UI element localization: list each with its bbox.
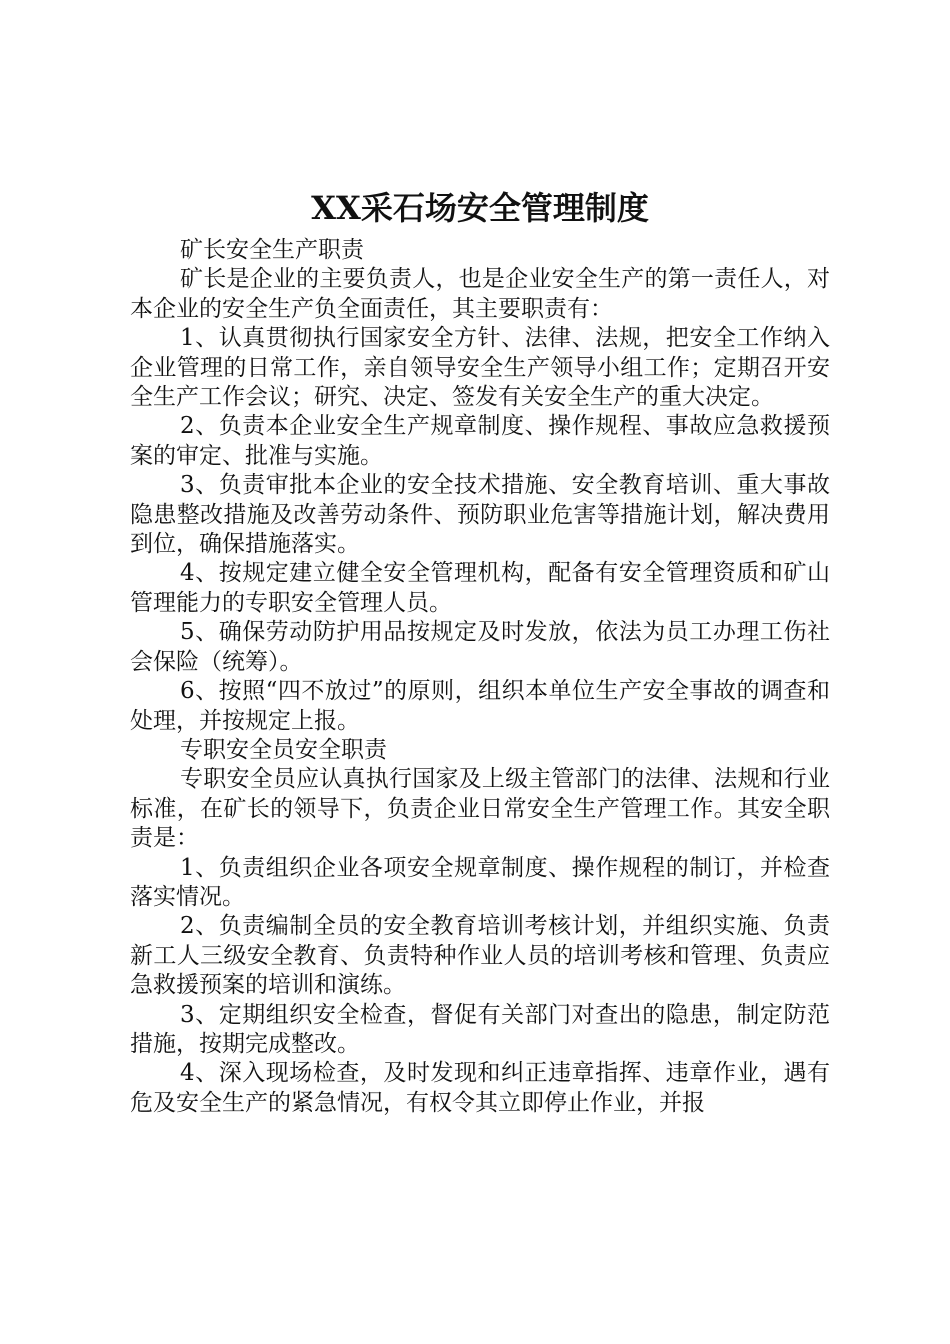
list-item-manager-5: 5、确保劳动防护用品按规定及时发放，依法为员工办理工伤社会保险（统筹）。 xyxy=(130,619,830,675)
document-page xyxy=(130,186,830,1118)
document-title: XX采石场安全管理制度 xyxy=(311,189,649,227)
list-item-officer-3: 3、定期组织安全检查，督促有关部门对查出的隐患，制定防范措施，按期完成整改。 xyxy=(130,1001,830,1057)
paragraph-officer-intro: 专职安全员应认真执行国家及上级主管部门的法律、法规和行业标准，在矿长的领导下，负责企业日常安全生产管理工作。其安全职责是： xyxy=(130,766,830,852)
list-item-officer-4: 4、深入现场检查，及时发现和纠正违章指挥、违章作业，遇有危及安全生产的紧急情况，有权令其立即停止作业，并报 xyxy=(130,1060,830,1116)
list-item-manager-3: 3、负责审批本企业的安全技术措施、安全教育培训、重大事故隐患整改措施及改善劳动条件、预防职业危害等措施计划，解决费用到位，确保措施落实。 xyxy=(130,472,830,558)
section-heading-mine-manager: 矿长安全生产职责 xyxy=(180,237,364,263)
list-item-manager-4: 4、按规定建立健全安全管理机构，配备有安全管理资质和矿山管理能力的专职安全管理人员。 xyxy=(130,560,830,616)
list-item-officer-2: 2、负责编制全员的安全教育培训考核计划，并组织实施、负责新工人三级安全教育、负责特种作业人员的培训考核和管理、负责应急救援预案的培训和演练。 xyxy=(130,913,830,999)
section-heading-safety-officer: 专职安全员安全职责 xyxy=(180,736,387,763)
list-item-manager-1: 1、认真贯彻执行国家安全方针、法律、法规，把安全工作纳入企业管理的日常工作，亲自领导安全生产领导小组工作；定期召开安全生产工作会议；研究、决定、签发有关安全生产的重大决定。 xyxy=(130,325,830,411)
list-item-officer-1: 1、负责组织企业各项安全规章制度、操作规程的制订，并检查落实情况。 xyxy=(130,854,830,910)
list-item-manager-2: 2、负责本企业安全生产规章制度、操作规程、事故应急救援预案的审定、批准与实施。 xyxy=(130,413,830,469)
list-item-manager-6: 6、按照“四不放过”的原则，组织本单位生产安全事故的调查和处理，并按规定上报。 xyxy=(130,678,830,734)
paragraph-manager-intro: 矿长是企业的主要负责人，也是企业安全生产的第一责任人，对本企业的安全生产负全面责任，其主要职责有： xyxy=(130,266,830,322)
